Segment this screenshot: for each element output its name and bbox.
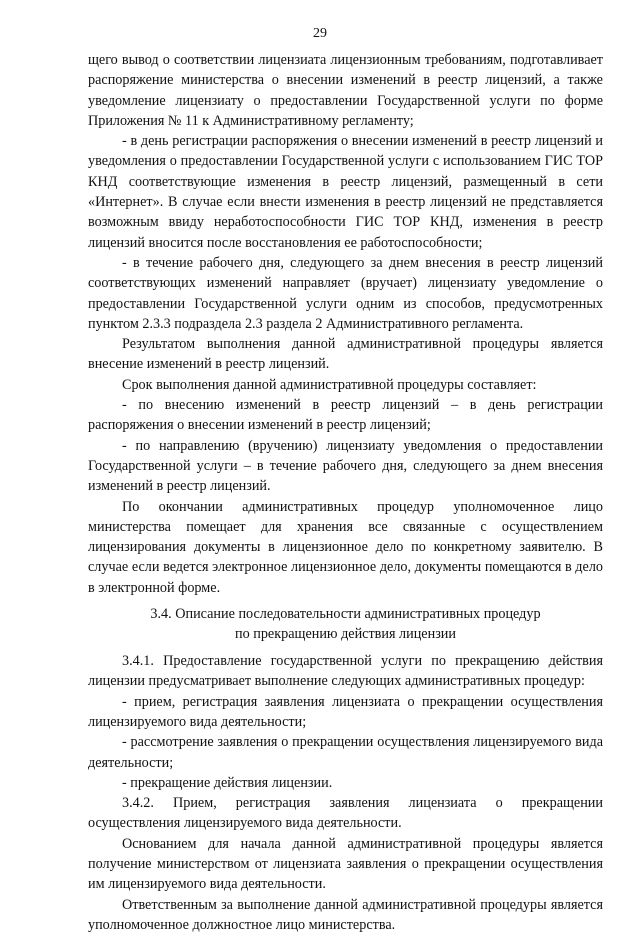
- paragraph: Результатом выполнения данной административной процедуры является внесение изменений в реестр лицензий.: [88, 336, 603, 373]
- paragraph: Основанием для начала данной административной процедуры является получение министерством от лицензиата заявления о прекращении осуществления им лицензируемого вида деятельности.: [88, 835, 603, 893]
- document-body: [88, 50, 603, 935]
- paragraph: - прекращение действия лицензии.: [122, 774, 333, 791]
- paragraph: щего вывод о соответствии лицензиата лицензионным требованиям, подготавливает распоряжение министерства о внесении изменений в реестр лицензий, а также уведомление лицензиату о предоставлении Государственной услуги по форме Приложения № 11 к Административному регламенту;: [88, 52, 603, 129]
- paragraph: - по внесению изменений в реестр лицензий – в день регистрации распоряжения о внесении изменений в реестр лицензий;: [88, 397, 603, 434]
- paragraph: Ответственным за выполнение данной административной процедуры является уполномоченное должностное лицо министерства.: [88, 896, 603, 933]
- paragraph: - в течение рабочего дня, следующего за днем внесения в реестр лицензий соответствующих изменений направляет (вручает) лицензиату уведомление о предоставлении Государственной услуги одним из способов, предусмотренных пунктом 2.3.3 подраздела 2.3 раздела 2 Административного регламента.: [88, 254, 603, 332]
- section-heading-line: по прекращению действия лицензии: [235, 626, 456, 643]
- paragraph: - в день регистрации распоряжения о внесении изменений в реестр лицензий и уведомления о предоставлении Государственной услуги с использованием ГИС ТОР КНД соответствующие изменения в реестр лицензий, размещенный в сети «Интернет». В случае если внести изменения в реестр лицензий не представляется возможным ввиду неработоспособности ГИС ТОР КНД, изменения в реестр лицензий вносится после восстановления ее работоспособности;: [88, 133, 603, 251]
- section-heading: [88, 604, 603, 644]
- paragraph: - прием, регистрация заявления лицензиата о прекращении осуществления лицензируемого вида деятельности;: [88, 693, 603, 730]
- paragraph: - рассмотрение заявления о прекращении осуществления лицензируемого вида деятельности;: [88, 734, 603, 771]
- paragraph: 3.4.1. Предоставление государственной услуги по прекращению действия лицензии предусматривает выполнение следующих административных процедур:: [88, 653, 603, 690]
- paragraph: Срок выполнения данной административной процедуры составляет:: [122, 376, 537, 393]
- section-heading-line: 3.4. Описание последовательности административных процедур: [150, 606, 541, 623]
- page-number: 29: [313, 26, 327, 41]
- paragraph: По окончании административных процедур уполномоченное лицо министерства помещает для хранения все связанные с осуществлением лицензирования документы в лицензионное дело по конкретному заявителю. В случае если ведется электронное лицензионное дело, документы помещаются в дело в электронной форме.: [88, 498, 603, 596]
- paragraph: - по направлению (вручению) лицензиату уведомления о предоставлении Государственной услуги – в течение рабочего дня, следующего за днем внесения изменений в реестр лицензий.: [88, 437, 603, 495]
- paragraph: 3.4.2. Прием, регистрация заявления лицензиата о прекращении осуществления лицензируемого вида деятельности.: [88, 795, 603, 832]
